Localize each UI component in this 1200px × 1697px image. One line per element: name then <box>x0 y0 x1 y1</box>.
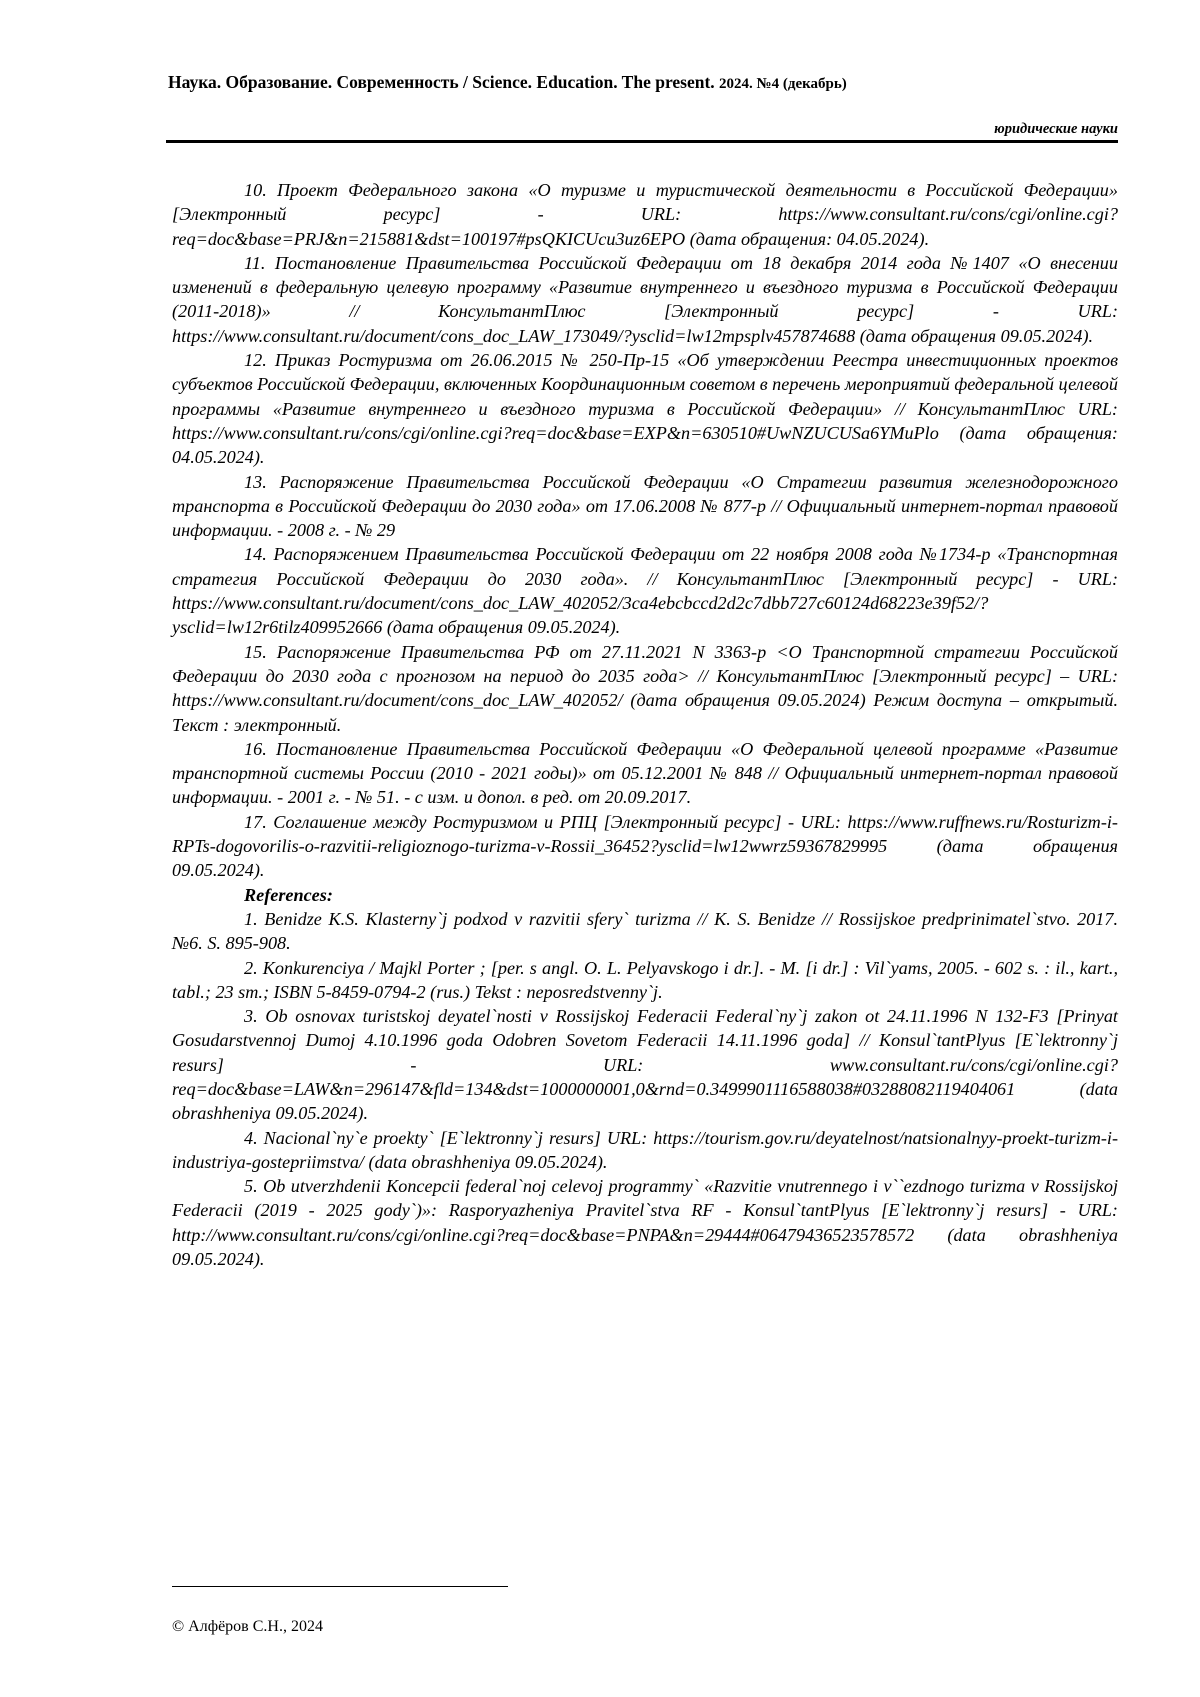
journal-header <box>168 72 1118 93</box>
reference-item: 5. Ob utverzhdenii Koncepcii federal`noj celevoj programmy` «Razvitie vnutrennego i v``ezdnogo turizma v Rossijskoj Federacii (2019 - 2025 gody`)»: Rasporyazheniya Pravitel`stva RF - Konsul`tantPlyus [E`lektronny`j resurs] - URL: http://www.consultant.ru/cons/cgi/online.cgi?req=doc&base=PNPA&n=29444#06479436523578572 (data obrashheniya 09.05.2024). <box>172 1176 1118 1270</box>
journal-title: Наука. Образование. Современность / Science. Education. The present. <box>168 72 715 92</box>
references-heading: References: <box>244 884 333 905</box>
reference-item: 10. Проект Федерального закона «О туризме и туристической деятельности в Российской Федерации» [Электронный ресурс] - URL: https://www.consultant.ru/cons/cgi/online.cgi?req=doc&base=PRJ&n=215881&dst=100197#psQKICUcu3uz6EPO (дата обращения: 04.05.2024). <box>172 180 1118 249</box>
reference-list <box>172 178 1118 1271</box>
header-divider <box>166 140 1118 143</box>
reference-item: 14. Распоряжением Правительства Российской Федерации от 22 ноября 2008 года №1734-р «Транспортная стратегия Российской Федерации до 2030 года». // КонсультантПлюс [Электронный ресурс] - URL: https://www.consultant.ru/document/cons_doc_LAW_402052/3ca4ebcbccd2d2c7dbb727c60124d68223e39f52/?ysclid=lw12r6tilz409952666 (дата обращения 09.05.2024). <box>172 544 1118 638</box>
reference-item: 15. Распоряжение Правительства РФ от 27.11.2021 N 3363-р <О Транспортной стратегии Российской Федерации до 2030 года с прогнозом на период до 2035 года> // КонсультантПлюс [Электронный ресурс] – URL: https://www.consultant.ru/document/cons_doc_LAW_402052/ (дата обращения 09.05.2024) Режим доступа – открытый. Текст : электронный. <box>172 641 1118 735</box>
reference-item: 3. Ob osnovax turistskoj deyatel`nosti v Rossijskoj Federacii Federal`ny`j zakon ot 24.11.1996 N 132-F3 [Prinyat Gosudarstvennoj Dumoj 4.10.1996 goda Odobren Sovetom Federacii 14.11.1996 goda] // Konsul`tantPlyus [E`lektronny`j resurs] - URL: www.consultant.ru/cons/cgi/online.cgi?req=doc&base=LAW&n=296147&fld=134&dst=1000000001,0&rnd=0.3499901116588038#03288082119404061 (data obrashheniya 09.05.2024). <box>172 1006 1118 1124</box>
reference-item: 4. Nacional`ny`e proekty` [E`lektronny`j resurs] URL: https://tourism.gov.ru/deyatelnost/natsionalnyy-proekt-turizm-i-industriya-gostepriimstva/ (data obrashheniya 09.05.2024). <box>172 1127 1118 1172</box>
reference-item: 2. Konkurenciya / Majkl Porter ; [per. s angl. O. L. Pelyavskogo i dr.]. - M. [i dr.] : Vil`yams, 2005. - 602 s. : il., kart., tabl.; 23 sm.; ISBN 5-8459-0794-2 (rus.) Tekst : neposredstvenny`j. <box>172 957 1118 1002</box>
copyright-notice: © Алфёров С.Н., 2024 <box>172 1618 323 1635</box>
reference-item: 13. Распоряжение Правительства Российской Федерации «О Стратегии развития железнодорожного транспорта в Российской Федерации до 2030 года» от 17.06.2008 № 877-р // Официальный интернет-портал правовой информации. - 2008 г. - № 29 <box>172 471 1118 541</box>
footnote-divider <box>172 1586 508 1587</box>
reference-item: 11. Постановление Правительства Российской Федерации от 18 декабря 2014 года №1407 «О внесении изменений в федеральную целевую программу «Развитие внутреннего и въездного туризма в Российской Федерации (2011-2018)» // КонсультантПлюс [Электронный ресурс] - URL: https://www.consultant.ru/document/cons_doc_LAW_173049/?ysclid=lw12mpsplv457874688 (дата обращения 09.05.2024). <box>172 252 1118 346</box>
reference-item: 17. Соглашение между Ростуризмом и РПЦ [Электронный ресурс] - URL: https://www.ruffnews.ru/Rosturizm-i-RPTs-dogovorilis-o-razvitii-religioznogo-turizma-v-Rossii_36452?ysclid=lw12wwrz59367829995 (дата обращения 09.05.2024). <box>172 811 1118 881</box>
section-label: юридические науки <box>994 121 1118 137</box>
reference-item: 16. Постановление Правительства Российской Федерации «О Федеральной целевой программе «Развитие транспортной системы России (2010 - 2021 годы)» от 05.12.2001 № 848 // Официальный интернет-портал правовой информации. - 2001 г. - № 51. - с изм. и допол. в ред. от 20.09.2017. <box>172 738 1118 808</box>
reference-item: 12. Приказ Ростуризма от 26.06.2015 № 250-Пр-15 «Об утверждении Реестра инвестиционных проектов субъектов Российской Федерации, включенных Координационным советом в перечень мероприятий федеральной целевой программы «Развитие внутреннего и въездного туризма в Российской Федерации» // КонсультантПлюс URL: https://www.consultant.ru/cons/cgi/online.cgi?req=doc&base=EXP&n=630510#UwNZUCUSa6YMuPlo (дата обращения: 04.05.2024). <box>172 350 1118 468</box>
reference-item: 1. Benidze K.S. Klasterny`j podxod v razvitii sfery` turizma // K. S. Benidze // Rossijskoe predprinimatel`stvo. 2017. №6. S. 895-908. <box>172 908 1118 954</box>
journal-issue: 2024. №4 (декабрь) <box>719 76 847 92</box>
